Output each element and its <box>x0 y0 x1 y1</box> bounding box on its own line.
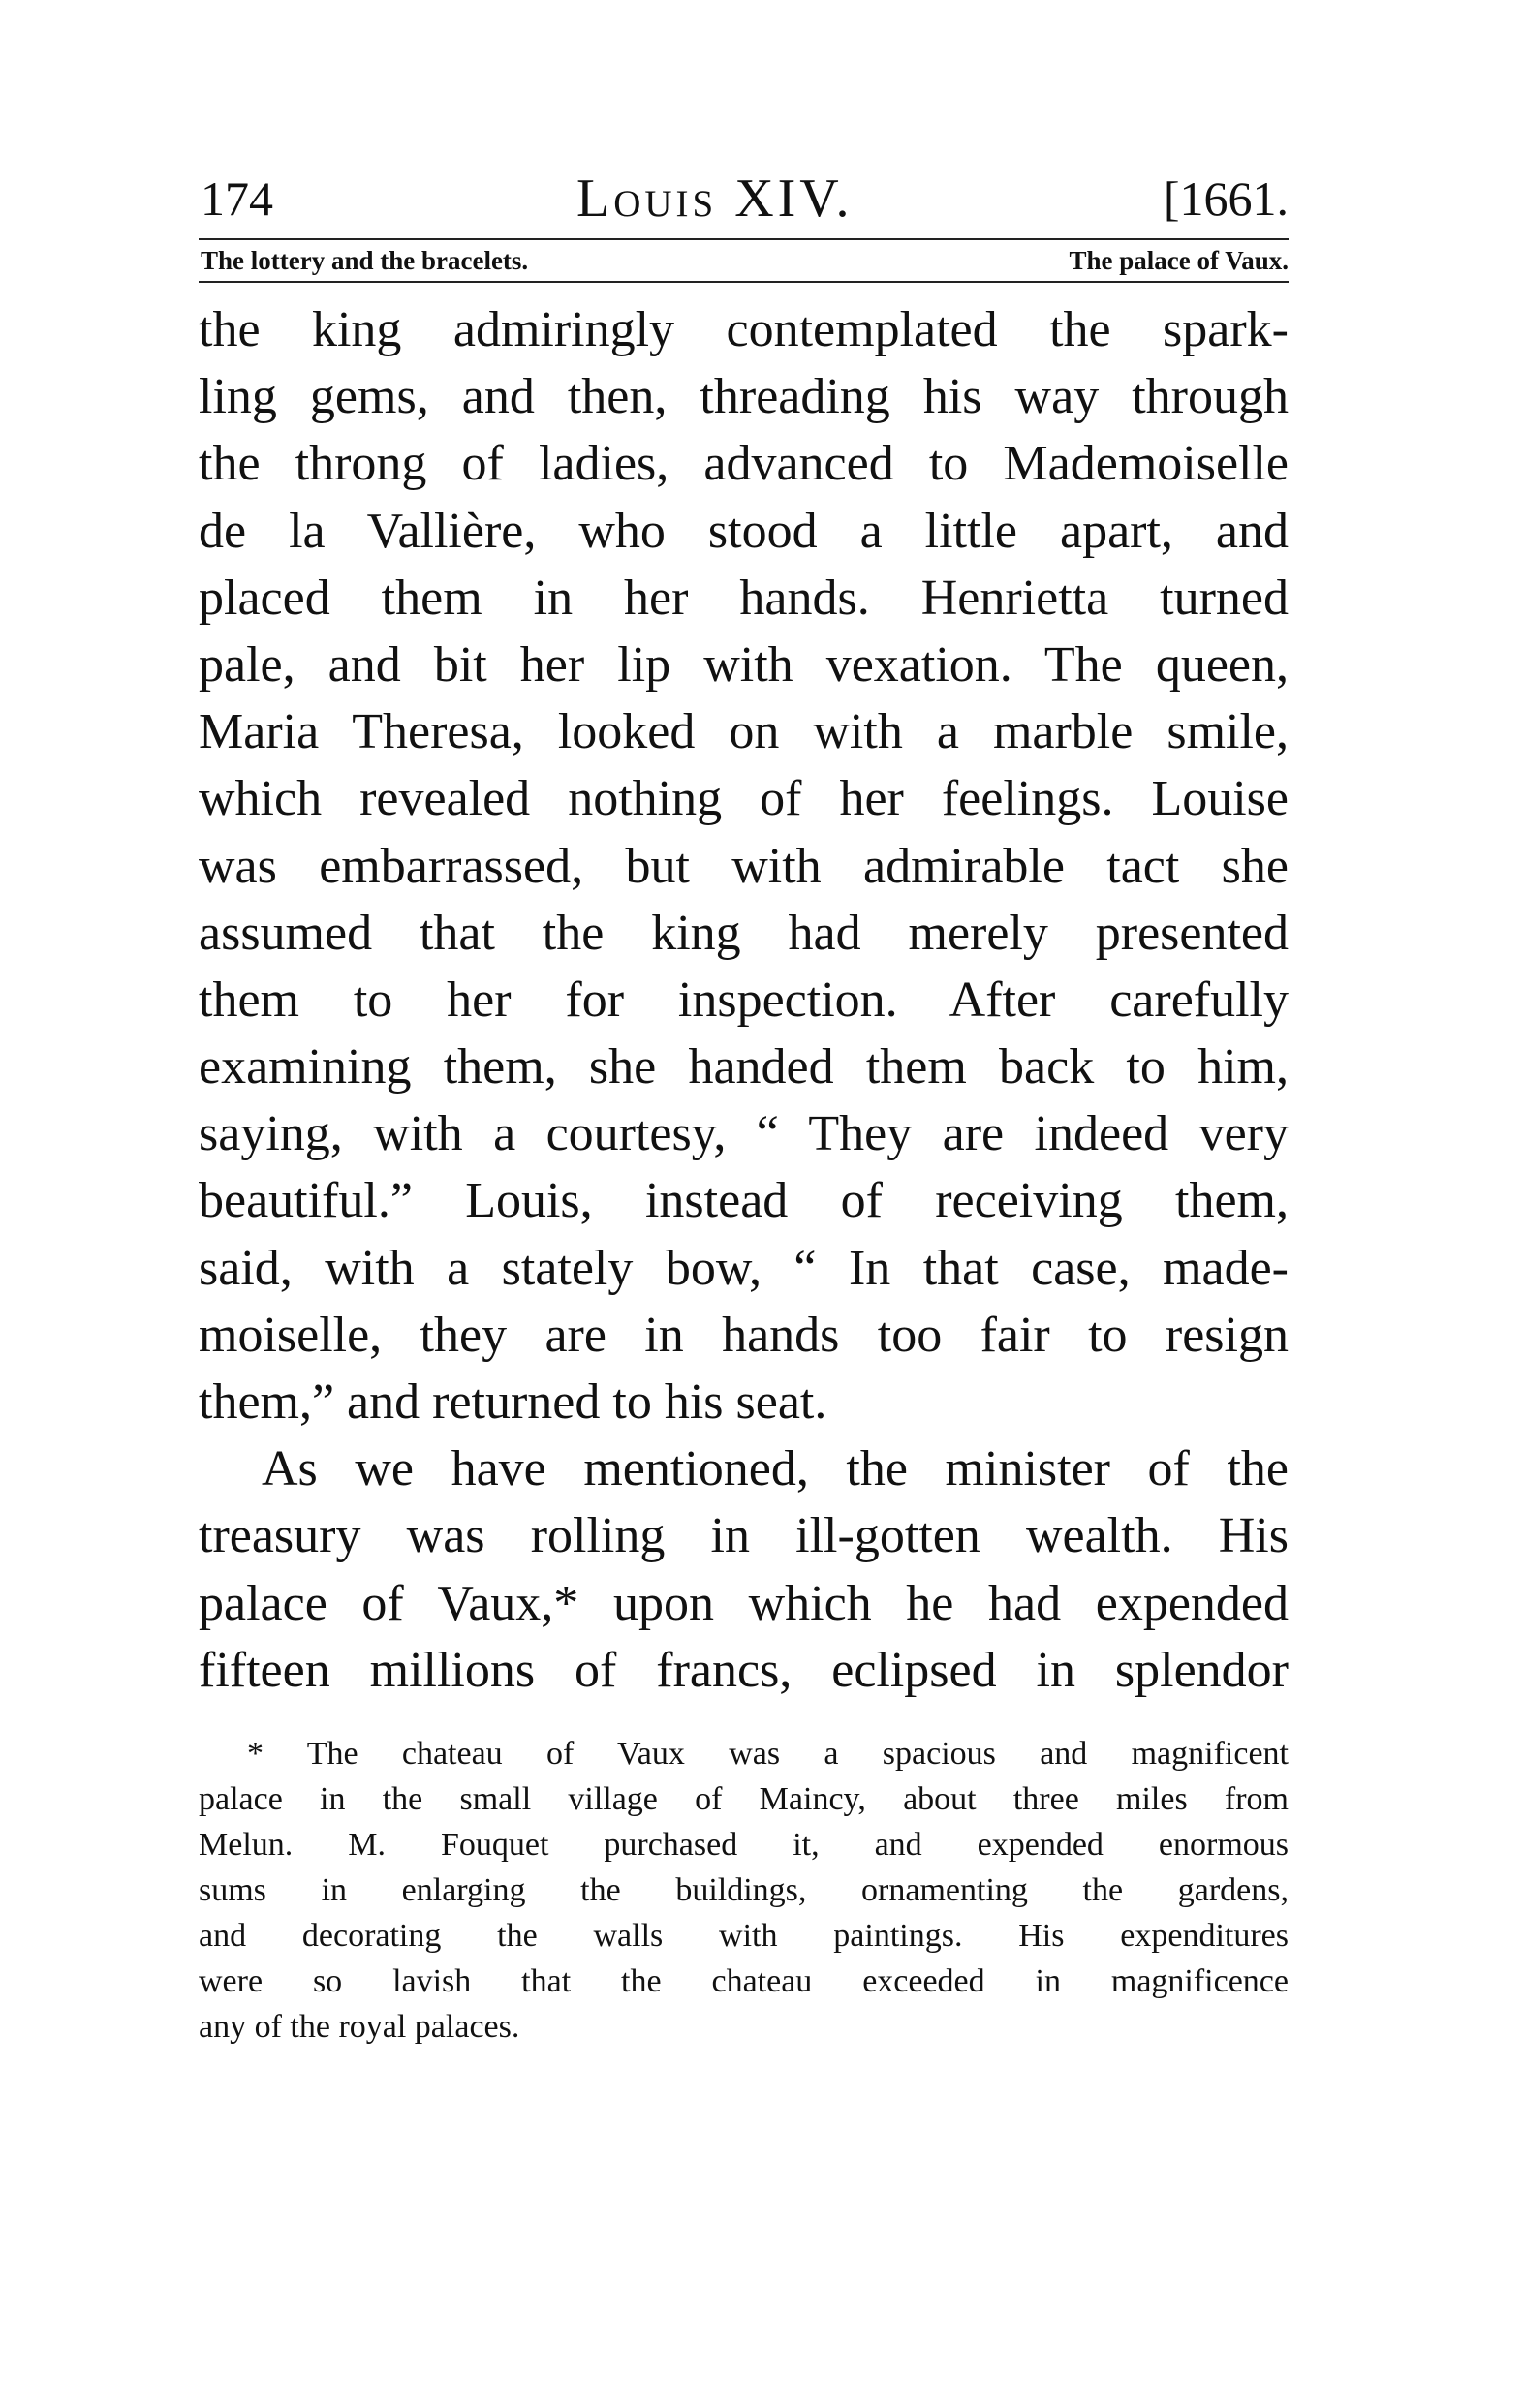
footnote-line: * The chateau of Vaux was a spacious and magnificent <box>247 1735 1289 1772</box>
body-line: fifteen millions of francs, eclipsed in splendor <box>199 1642 1289 1698</box>
footnote-line: Melun. M. Fouquet purchased it, and expended enormous <box>199 1826 1289 1863</box>
body-line: pale, and bit her lip with vexation. The queen, <box>199 636 1289 693</box>
footnote-line: sums in enlarging the buildings, ornamenting the gardens, <box>199 1871 1289 1908</box>
body-line: assumed that the king had merely presented <box>199 905 1289 961</box>
footnote-line: were so lavish that the chateau exceeded in magnificence <box>199 1962 1289 1999</box>
book-page <box>199 165 1289 2050</box>
body-line: the throng of ladies, advanced to Mademoiselle <box>199 436 1289 492</box>
body-line: was embarrassed, but with admirable tact she <box>199 838 1289 894</box>
body-line: saying, with a courtesy, “ They are indeed very <box>199 1106 1289 1162</box>
running-title: Louis XIV. <box>576 169 854 229</box>
body-text <box>199 296 1289 1704</box>
body-line-paragraph-start: As we have mentioned, the minister of the <box>262 1441 1289 1497</box>
body-line: placed them in her hands. Henrietta turned <box>199 570 1289 626</box>
body-line: them to her for inspection. After carefully <box>199 972 1289 1028</box>
body-line: moiselle, they are in hands too fair to resign <box>199 1307 1289 1363</box>
body-line-paragraph-end: them,” and returned to his seat. <box>199 1374 827 1430</box>
body-line: which revealed nothing of her feelings. Louise <box>199 771 1289 827</box>
running-head <box>199 165 1289 232</box>
body-line: said, with a stately bow, “ In that case, made- <box>199 1240 1289 1296</box>
subheading-rule <box>199 281 1289 283</box>
body-line: beautiful.” Louis, instead of receiving them, <box>199 1173 1289 1229</box>
body-line: de la Vallière, who stood a little apart, and <box>199 503 1289 559</box>
marginal-subheadings <box>199 240 1289 281</box>
footnote-line: any of the royal palaces. <box>199 2008 520 2045</box>
body-line: treasury was rolling in ill-gotten wealth. His <box>199 1508 1289 1564</box>
body-line: Maria Theresa, looked on with a marble smile, <box>199 704 1289 760</box>
footnote <box>199 1731 1289 2050</box>
body-line: palace of Vaux,* upon which he had expended <box>199 1575 1289 1631</box>
body-line: the king admiringly contemplated the spark- <box>199 302 1289 357</box>
page-number: 174 <box>201 171 273 226</box>
subheading-right: The palace of Vaux. <box>1069 246 1289 275</box>
running-year: [1661. <box>1163 171 1289 226</box>
body-line: examining them, she handed them back to him, <box>199 1039 1289 1096</box>
footnote-line: palace in the small village of Maincy, about three miles from <box>199 1780 1289 1817</box>
subheading-left: The lottery and the bracelets. <box>201 246 529 275</box>
footnote-line: and decorating the walls with paintings. His expenditures <box>199 1917 1289 1954</box>
body-line: ling gems, and then, threading his way through <box>199 369 1289 425</box>
